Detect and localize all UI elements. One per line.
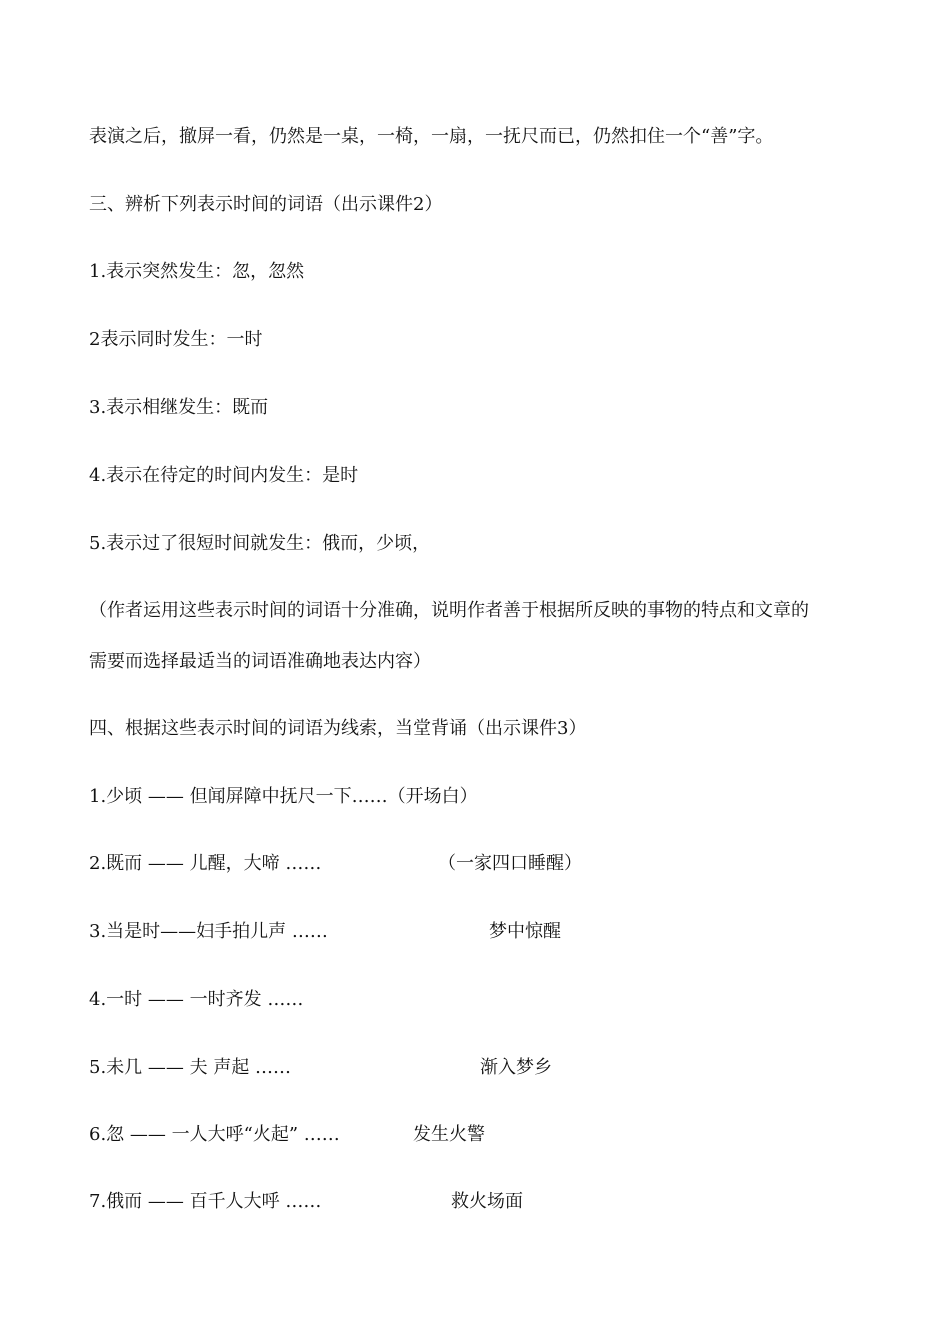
recital-item-right: 梦中惊醒	[489, 921, 561, 942]
section-heading-3: 三、辨析下列表示时间的词语（出示课件2）	[89, 194, 443, 215]
recital-item-right: （一家四口睡醒）	[438, 853, 582, 874]
recital-item-left: 2.既而 —— 儿醒，大啼 ……	[89, 853, 322, 874]
recital-item-left: 6.忽 —— 一人大呼“火起” ……	[89, 1124, 340, 1145]
note-text: （作者运用这些表示时间的词语十分准确，说明作者善于根据所反映的事物的特点和文章的	[89, 600, 809, 621]
list-item: 1.表示突然发生：忽，忽然	[89, 261, 305, 282]
recital-item-left: 7.俄而 —— 百千人大呼 ……	[89, 1191, 322, 1212]
recital-item-right: 发生火警	[413, 1124, 485, 1145]
recital-item-right: 渐入梦乡	[480, 1057, 552, 1078]
list-item: 4.表示在待定的时间内发生：是时	[89, 465, 359, 486]
recital-item-right: 救火场面	[451, 1191, 523, 1212]
list-item: 5.表示过了很短时间就发生：俄而，少顷，	[89, 533, 431, 554]
list-item: 2表示同时发生：一时	[89, 329, 263, 350]
section-heading-4: 四、根据这些表示时间的词语为线索，当堂背诵（出示课件3）	[89, 718, 587, 739]
recital-item-left: 5.未几 —— 夫 声起 ……	[89, 1057, 292, 1078]
list-item: 3.表示相继发生：既而	[89, 397, 269, 418]
recital-item-left: 3.当是时——妇手拍儿声 ……	[89, 921, 328, 942]
recital-item-left: 1.少顷 —— 但闻屏障中抚尺一下……（开场白）	[89, 786, 478, 807]
recital-item-left: 4.一时 —— 一时齐发 ……	[89, 989, 304, 1010]
paragraph-text: 表演之后，撤屏一看，仍然是一桌，一椅，一扇，一抚尺而已，仍然扣住一个“善”字。	[89, 126, 774, 147]
note-text: 需要而选择最适当的词语准确地表达内容）	[89, 651, 431, 672]
